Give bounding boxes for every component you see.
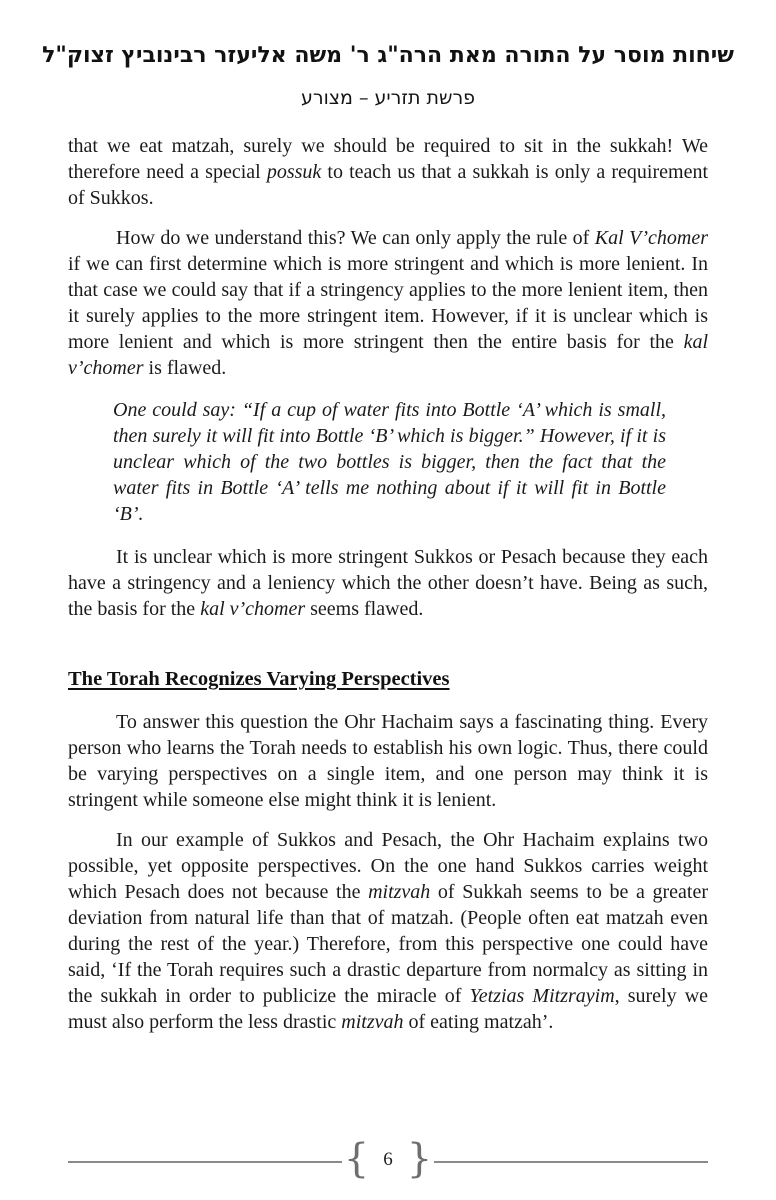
page-footer (68, 1136, 708, 1183)
paragraph-unclear-stringency: It is unclear which is more stringent Sukkos or Pesach because they each have a stringency and a leniency which the other doesn’t have. Being as such, the basis for the kal v’chomer seems flawed. (68, 546, 708, 620)
footer-rule-right (434, 1161, 708, 1163)
page-number: 6 (383, 1149, 393, 1170)
footer-rule-left (68, 1161, 342, 1163)
left-brace-ornament: { (343, 1136, 370, 1182)
blockquote-bottle-analogy: One could say: “If a cup of water fits into Bottle ‘A’ which is small, then surely it will fit into Bottle ‘B’ which is bigger.” However, if it is unclear which of the two bottles is bigger, then the fact that the water fits in Bottle ‘A’ tells me nothing about if it will fit in Bottle ‘B’. (113, 399, 666, 525)
section-heading: The Torah Recognizes Varying Perspectives (68, 668, 450, 690)
page-header (0, 0, 776, 109)
hebrew-title: שיחות מוסר על התורה מאת הרה"ג ר' משה אליעזר רבינוביץ זצוק"ל (42, 42, 734, 68)
body-text (68, 133, 708, 1035)
paragraph-kal-vchomer-rule: How do we understand this? We can only apply the rule of Kal V’chomer if we can first determine which is more stringent and which is more lenient. In that case we could say that if a stringency applies to the more lenient item, then it surely applies to the more stringent item. However, if it is unclear which is more lenient and which is more stringent then the entire basis for the kal v’chomer is flawed. (68, 227, 708, 379)
paragraph-ohr-hachaim-answer: To answer this question the Ohr Hachaim says a fascinating thing. Every person who learns the Torah needs to establish his own logic. Thus, there could be varying perspectives on a single item, and one person may think it is stringent while someone else might think it is lenient. (68, 711, 708, 811)
right-brace-ornament: } (406, 1136, 433, 1182)
hebrew-subtitle: פרשת תזריע – מצורע (300, 87, 476, 109)
paragraph-matzah-sukkah: that we eat matzah, surely we should be required to sit in the sukkah! We therefore need a special possuk to teach us that a sukkah is only a requirement of Sukkos. (68, 135, 709, 209)
paragraph-two-perspectives: In our example of Sukkos and Pesach, the Ohr Hachaim explains two possible, yet opposite perspectives. On the one hand Sukkos carries weight which Pesach does not because the mitzvah of Sukkah seems to be a greater deviation from natural life than that of matzah. (People often eat matzah even during the rest of the year.) Therefore, from this perspective one could have said, ‘If the Torah requires such a drastic departure from normalcy as sitting in the sukkah in order to publicize the miracle of Yetzias Mitzrayim, surely we must also perform the less drastic mitzvah of eating matzah’. (68, 829, 709, 1033)
